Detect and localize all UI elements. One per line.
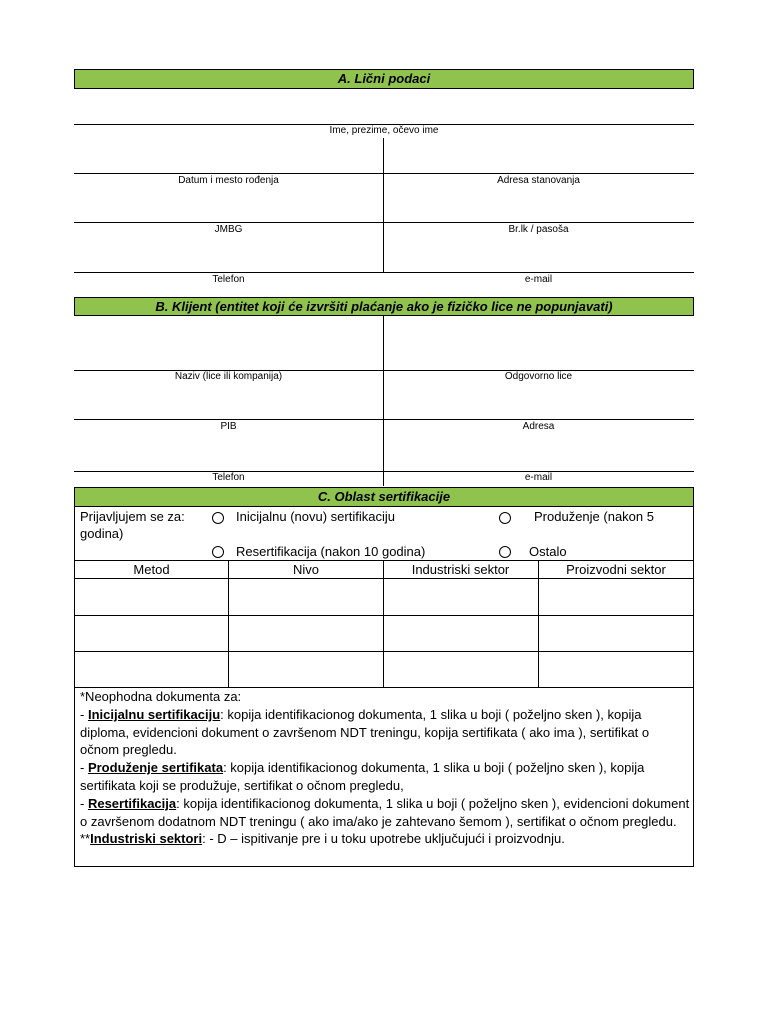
- note-extension-text: : kopija identifikacionog dokumenta, 1 slika u boji ( poželjno sken ), kopija sertifikata koji se produžuje, sertifikat o očnom pregledu,: [80, 760, 645, 793]
- option-extension-continued: godina): [80, 526, 124, 541]
- note-prefix: **: [80, 831, 91, 847]
- table-top-border: [74, 560, 694, 561]
- jmbg-label: JMBG: [214, 224, 243, 235]
- id-label: Br.lk / pasoša: [508, 224, 569, 235]
- note-initial-text: : kopija identifikacionog dokumenta, 1 slika u boji ( poželjno sken ), kopija diploma, evidencioni dokument o završenom NDT treningu, kopija sertifikata ( ako ima ), sertifikat o očnom pregledu.: [80, 706, 650, 758]
- note-initial: [80, 706, 690, 759]
- client-email-field[interactable]: [384, 434, 694, 471]
- note-sectors: [80, 830, 690, 848]
- note-sectors-key: Industriski sektori: [90, 831, 203, 847]
- contact-field[interactable]: [384, 317, 694, 369]
- note-extension-key: Produženje sertifikata: [87, 760, 224, 776]
- table-cell[interactable]: [539, 652, 693, 687]
- address-label: Adresa stanovanja: [497, 175, 580, 186]
- row-divider: [74, 222, 694, 223]
- radio-extension-icon[interactable]: [499, 512, 511, 524]
- notes-intro: *Neophodna dokumenta za:: [80, 689, 242, 704]
- required-documents-notes: [80, 688, 690, 848]
- client-phone-label: Telefon: [212, 472, 245, 483]
- radio-initial-icon[interactable]: [212, 512, 224, 524]
- table-cell[interactable]: [539, 579, 693, 615]
- note-initial-key: Inicijalnu sertifikaciju: [87, 706, 221, 722]
- full-name-field[interactable]: [74, 137, 694, 173]
- column-header-level: Nivo: [292, 562, 319, 577]
- phone-label: Telefon: [212, 274, 245, 285]
- section-b-header: [74, 297, 694, 316]
- option-other-label: Ostalo: [529, 544, 567, 559]
- table-cell[interactable]: [75, 616, 228, 651]
- full-name-label: Ime, prezime, očevo ime: [329, 125, 439, 136]
- option-extension-label: Produženje (nakon 5: [534, 509, 654, 524]
- note-dash: -: [80, 760, 88, 776]
- table-cell[interactable]: [229, 616, 383, 651]
- section-c-title: C. Oblast sertifikacije: [317, 489, 451, 504]
- section-a-header: [74, 69, 694, 89]
- client-email-label: e-mail: [524, 472, 553, 483]
- client-name-field[interactable]: [74, 317, 383, 369]
- table-cell[interactable]: [384, 616, 538, 651]
- column-header-method: Metod: [133, 562, 170, 577]
- birth-label: Datum i mesto rođenja: [178, 175, 279, 186]
- id-field[interactable]: [384, 236, 694, 272]
- note-recert-text: : kopija identifikacionog dokumenta, 1 slika u boji ( poželjno sken ), evidencioni dokument o završenom dodatnom NDT treningu ( ako ima/ako je zahtevano šemom ), sertifikat o očnom pregledu.: [80, 795, 690, 829]
- table-cell[interactable]: [229, 652, 383, 687]
- pib-field[interactable]: [74, 384, 383, 419]
- note-dash: -: [80, 795, 88, 811]
- table-cell[interactable]: [539, 616, 693, 651]
- contact-label: Odgovorno lice: [504, 371, 573, 382]
- column-header-industry: Industriski sektor: [411, 562, 510, 577]
- row-divider: [74, 419, 694, 420]
- column-header-product: Proizvodni sektor: [566, 562, 666, 577]
- row-divider: [74, 173, 694, 174]
- table-cell[interactable]: [384, 579, 538, 615]
- row-divider: [74, 272, 694, 273]
- option-recert-label: Resertifikacija (nakon 10 godina): [236, 544, 426, 559]
- client-address-field[interactable]: [384, 384, 694, 419]
- birth-field[interactable]: [74, 187, 383, 222]
- table-cell[interactable]: [229, 579, 383, 615]
- address-field[interactable]: [384, 187, 694, 222]
- email-label: e-mail: [524, 274, 553, 285]
- option-initial-label: Inicijalnu (novu) sertifikaciju: [236, 509, 395, 524]
- note-dash: -: [80, 706, 88, 722]
- section-a-title: A. Lični podaci: [337, 71, 431, 86]
- radio-recert-icon[interactable]: [212, 546, 224, 558]
- table-cell[interactable]: [75, 652, 228, 687]
- apply-label: Prijavljujem se za:: [80, 509, 185, 524]
- section-c-header: [74, 487, 694, 507]
- note-extension: [80, 759, 690, 795]
- note-sectors-text: : - D – ispitivanje pre i u toku upotrebe uključujući i proizvodnju.: [202, 831, 565, 847]
- note-recert: [80, 795, 690, 831]
- section-b-title: B. Klijent (entitet koji će izvršiti plaćanje ako je fizičko lice ne popunjavati): [155, 299, 613, 314]
- table-cell[interactable]: [75, 579, 228, 615]
- pib-label: PIB: [220, 421, 237, 432]
- note-recert-key: Resertifikacija: [87, 795, 177, 811]
- radio-other-icon[interactable]: [499, 546, 511, 558]
- client-name-label: Naziv (lice ili kompanija): [174, 371, 283, 382]
- client-phone-field[interactable]: [74, 434, 383, 471]
- client-address-label: Adresa: [522, 421, 555, 432]
- table-cell[interactable]: [384, 652, 538, 687]
- jmbg-field[interactable]: [74, 236, 383, 272]
